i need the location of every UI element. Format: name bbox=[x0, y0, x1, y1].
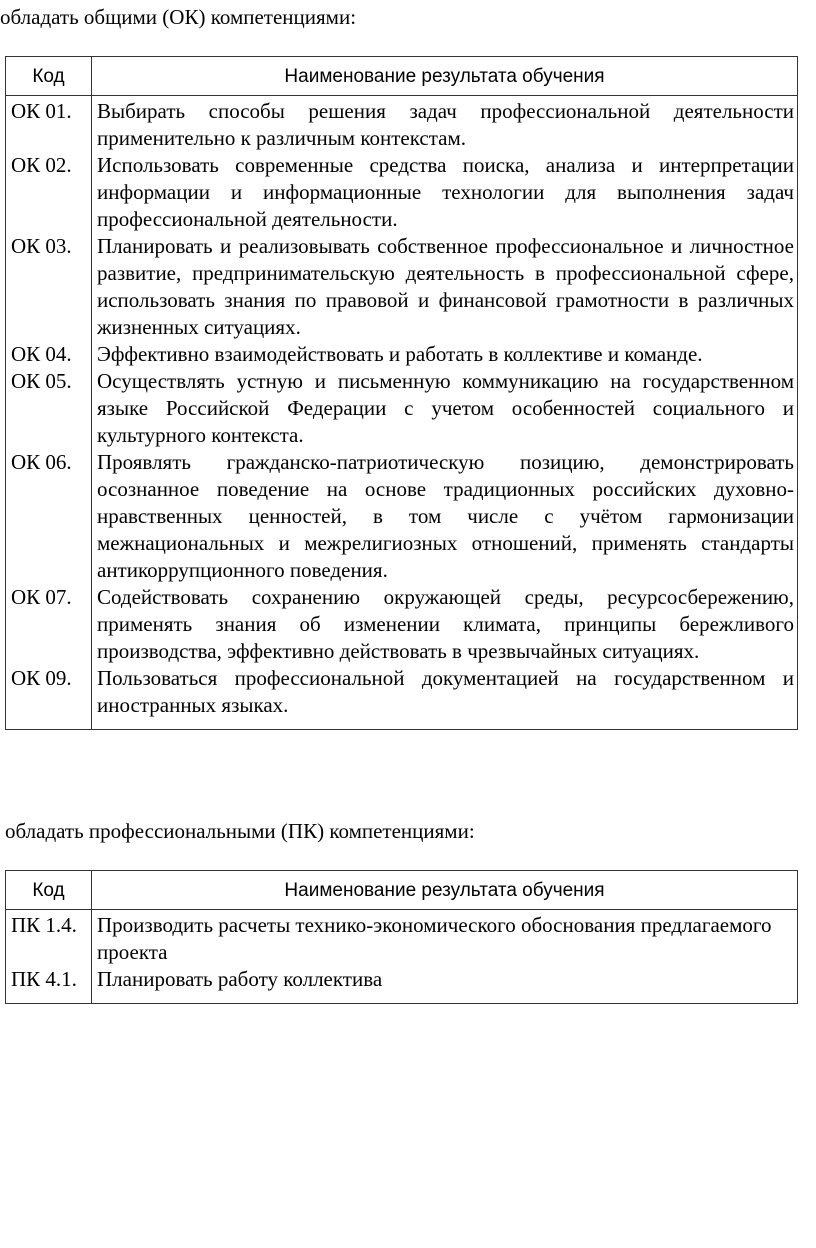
competency-code: ОК 06. bbox=[6, 449, 92, 584]
competency-code: ОК 07. bbox=[6, 584, 92, 665]
table-row bbox=[6, 910, 798, 967]
competency-text: Эффективно взаимодействовать и работать в коллективе и команде. bbox=[92, 341, 798, 368]
table-header-row bbox=[6, 57, 798, 96]
column-header-name: Наименование результата обучения bbox=[92, 57, 798, 96]
table-row bbox=[6, 233, 798, 341]
competency-text: Содействовать сохранению окружающей среды, ресурсосбережению, применять знания об изменении климата, принципы бережливого производства, эффективно действовать в чрезвычайных ситуациях. bbox=[92, 584, 798, 665]
table-header-row bbox=[6, 871, 798, 910]
competency-text: Производить расчеты технико-экономического обоснования предлагаемого проекта bbox=[92, 910, 798, 967]
table-row bbox=[6, 368, 798, 449]
competency-code: ОК 03. bbox=[6, 233, 92, 341]
general-competencies-table bbox=[5, 56, 798, 730]
table-row bbox=[6, 584, 798, 665]
competency-text: Пользоваться профессиональной документацией на государственном и иностранных языках. bbox=[92, 665, 798, 730]
competency-code: ОК 01. bbox=[6, 96, 92, 153]
competency-text: Планировать и реализовывать собственное профессиональное и личностное развитие, предпринимательскую деятельность в профессиональной сфере, использовать знания по правовой и финансовой грамотности в различных жизненных ситуациях. bbox=[92, 233, 798, 341]
competency-text: Использовать современные средства поиска, анализа и интерпретации информации и информационные технологии для выполнения задач профессиональной деятельности. bbox=[92, 152, 798, 233]
competency-code: ОК 05. bbox=[6, 368, 92, 449]
competency-text: Проявлять гражданско-патриотическую позицию, демонстрировать осознанное поведение на основе традиционных российских духовно-нравственных ценностей, в том числе с учётом гармонизации межнациональных и межрелигиозных отношений, применять стандарты антикоррупционного поведения. bbox=[92, 449, 798, 584]
competency-code: ОК 02. bbox=[6, 152, 92, 233]
column-header-name: Наименование результата обучения bbox=[92, 871, 798, 910]
competency-code: ОК 04. bbox=[6, 341, 92, 368]
table-row bbox=[6, 966, 798, 1004]
competency-code: ОК 09. bbox=[6, 665, 92, 730]
competency-code: ПК 1.4. bbox=[6, 910, 92, 967]
table-row bbox=[6, 96, 798, 153]
competency-code: ПК 4.1. bbox=[6, 966, 92, 1004]
column-header-code: Код bbox=[6, 57, 92, 96]
competency-text: Осуществлять устную и письменную коммуникацию на государственном языке Российской Федерации с учетом особенностей социального и культурного контекста. bbox=[92, 368, 798, 449]
competency-text: Планировать работу коллектива bbox=[92, 966, 798, 1004]
table-row bbox=[6, 449, 798, 584]
table-row bbox=[6, 665, 798, 730]
professional-competencies-heading: обладать профессиональными (ПК) компетенциями: bbox=[5, 819, 475, 843]
table-row bbox=[6, 152, 798, 233]
table-row bbox=[6, 341, 798, 368]
column-header-code: Код bbox=[6, 871, 92, 910]
general-competencies-heading: обладать общими (ОК) компетенциями: bbox=[0, 5, 357, 29]
professional-competencies-table bbox=[5, 870, 798, 1004]
competency-text: Выбирать способы решения задач профессиональной деятельности применительно к различным контекстам. bbox=[92, 96, 798, 153]
